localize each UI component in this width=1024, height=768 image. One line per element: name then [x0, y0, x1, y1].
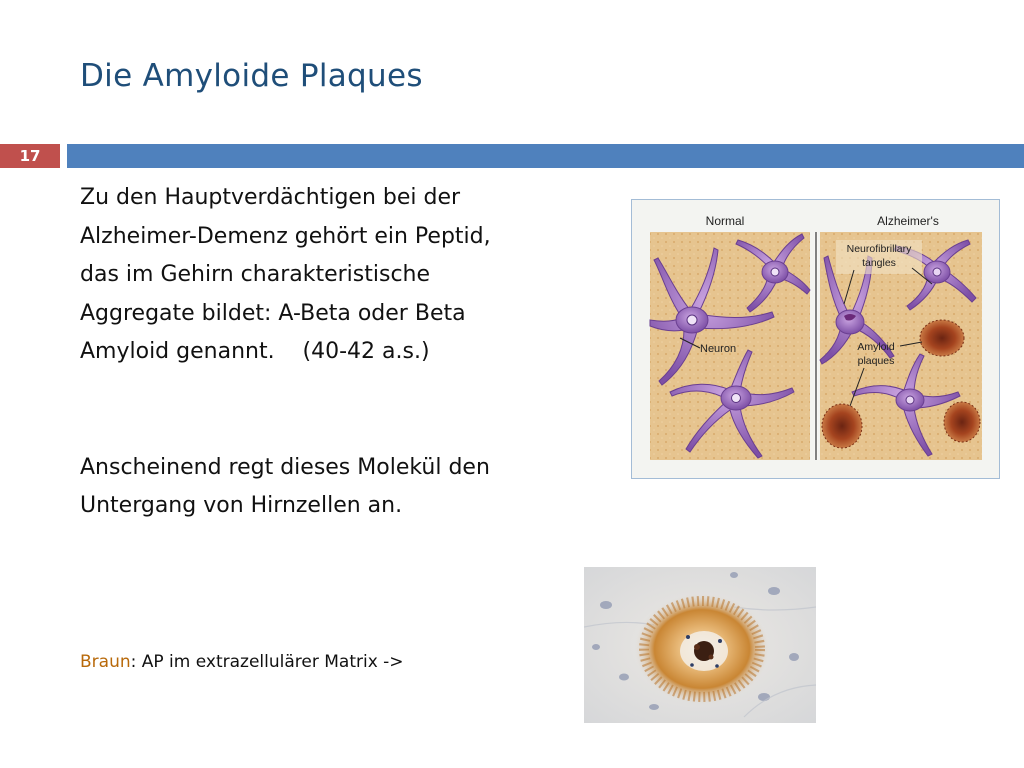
- text-line: Amyloid genannt. (40-42 a.s.): [80, 339, 430, 364]
- plaque-micrograph: [584, 567, 816, 723]
- title-divider-bar: [67, 144, 1024, 168]
- panel-label-normal: Normal: [705, 214, 745, 228]
- panel-label-alzheimers: Alzheimer's: [877, 214, 939, 228]
- slide-title: Die Amyloide Plaques: [80, 58, 423, 94]
- label-amyloid: Amyloid: [857, 341, 895, 353]
- body-text: [80, 179, 620, 526]
- text-line: Zu den Hauptverdächtigen bei der: [80, 185, 461, 210]
- caption-color-key: Braun: [80, 652, 131, 672]
- alzheimer-comparison-figure: [631, 199, 1000, 479]
- paragraph-neuron-death: [80, 449, 620, 526]
- alzheimers-tissue-panel: [820, 232, 982, 460]
- text-line: Aggregate bildet: A-Beta oder Beta: [80, 300, 466, 326]
- label-neuron: Neuron: [700, 343, 737, 355]
- label-tangles: tangles: [862, 257, 896, 269]
- label-neurofibrillary: Neurofibrillary: [846, 243, 912, 255]
- text-line: das im Gehirn charakteristische: [80, 262, 431, 287]
- label-plaques: plaques: [857, 355, 895, 367]
- slide-number: 17: [0, 144, 60, 168]
- caption-text: : AP im extrazellulärer Matrix ->: [130, 652, 404, 672]
- text-line: Anscheinend regt dieses Molekül den: [80, 454, 490, 480]
- figure-caption: [80, 652, 404, 672]
- normal-tissue-panel: [650, 232, 810, 460]
- paragraph-amyloid-peptide: [80, 179, 620, 372]
- text-line: Untergang von Hirnzellen an.: [80, 493, 403, 518]
- text-line: Alzheimer-Demenz gehört ein Peptid,: [80, 223, 491, 249]
